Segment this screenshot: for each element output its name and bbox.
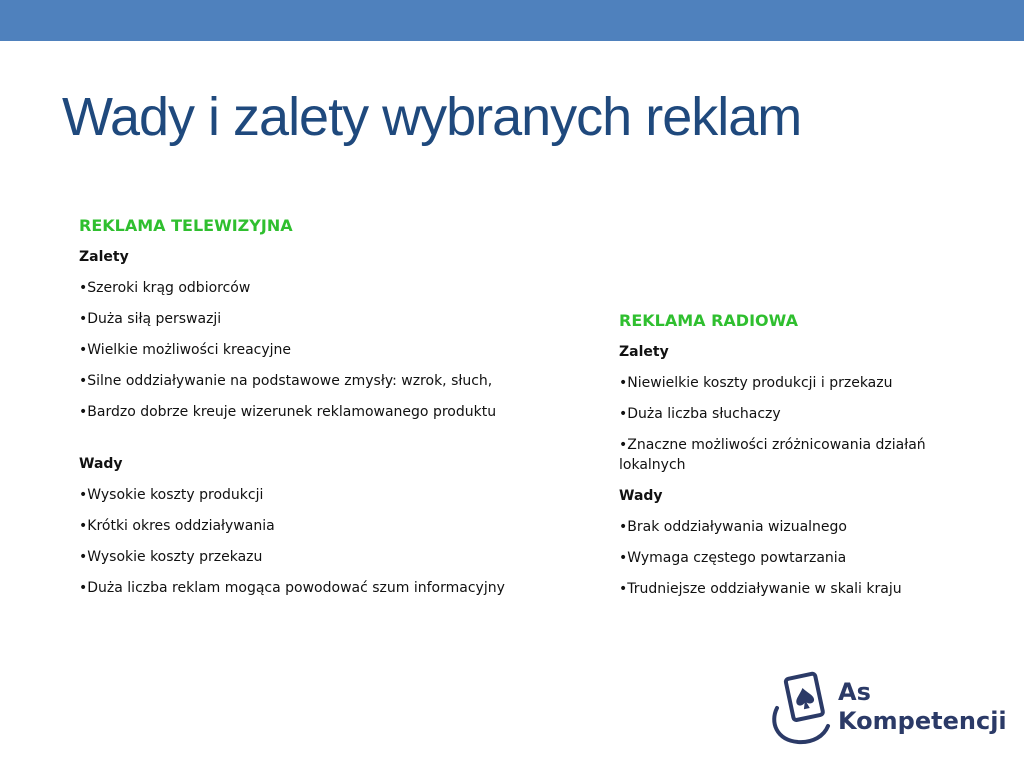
radio-pros-label: Zalety xyxy=(619,344,669,360)
radio-con-item: • Trudniejsze oddziaływanie w skali kraju xyxy=(619,579,949,599)
tv-cons-label: Wady xyxy=(79,456,123,472)
radio-cons-label: Wady xyxy=(619,488,663,504)
slide-title: Wady i zalety wybranych reklam xyxy=(62,87,802,147)
tv-con-item: • Wysokie koszty przekazu xyxy=(79,547,539,567)
logo-text xyxy=(838,678,1007,736)
tv-pro-item: • Szeroki krąg odbiorców xyxy=(79,278,539,298)
section-spacer xyxy=(79,433,539,454)
tv-pro-item: • Silne oddziaływanie na podstawowe zmysły: wzrok, słuch, xyxy=(79,371,539,391)
radio-pro-item: • Niewielkie koszty produkcji i przekazu xyxy=(619,373,949,393)
radio-pro-item: • Duża liczba słuchaczy xyxy=(619,404,949,424)
tv-con-item: • Wysokie koszty produkcji xyxy=(79,485,539,505)
tv-pros-label: Zalety xyxy=(79,249,129,265)
logo-line-kompetencji: Kompetencji xyxy=(838,707,1007,735)
radio-ad-section xyxy=(619,309,949,610)
top-accent-bar xyxy=(0,0,1024,41)
tv-ad-section xyxy=(79,214,539,609)
tv-pro-item: • Wielkie możliwości kreacyjne xyxy=(79,340,539,360)
tv-ad-heading: REKLAMA TELEWIZYJNA xyxy=(79,216,293,235)
tv-con-item: • Krótki okres oddziaływania xyxy=(79,516,539,536)
tv-con-item: • Duża liczba reklam mogąca powodować szum informacyjny xyxy=(79,578,539,598)
as-kompetencji-logo xyxy=(768,670,1007,746)
radio-con-item: • Brak oddziaływania wizualnego xyxy=(619,517,949,537)
tv-pro-item: • Duża siłą perswazji xyxy=(79,309,539,329)
tv-pro-item: • Bardzo dobrze kreuje wizerunek reklamowanego produktu xyxy=(79,402,539,422)
spade-card-icon xyxy=(768,670,832,746)
radio-con-item: • Wymaga częstego powtarzania xyxy=(619,548,949,568)
logo-line-as: As xyxy=(838,678,871,706)
radio-pro-item: • Znaczne możliwości zróżnicowania działań lokalnych xyxy=(619,435,949,475)
radio-ad-heading: REKLAMA RADIOWA xyxy=(619,311,798,330)
